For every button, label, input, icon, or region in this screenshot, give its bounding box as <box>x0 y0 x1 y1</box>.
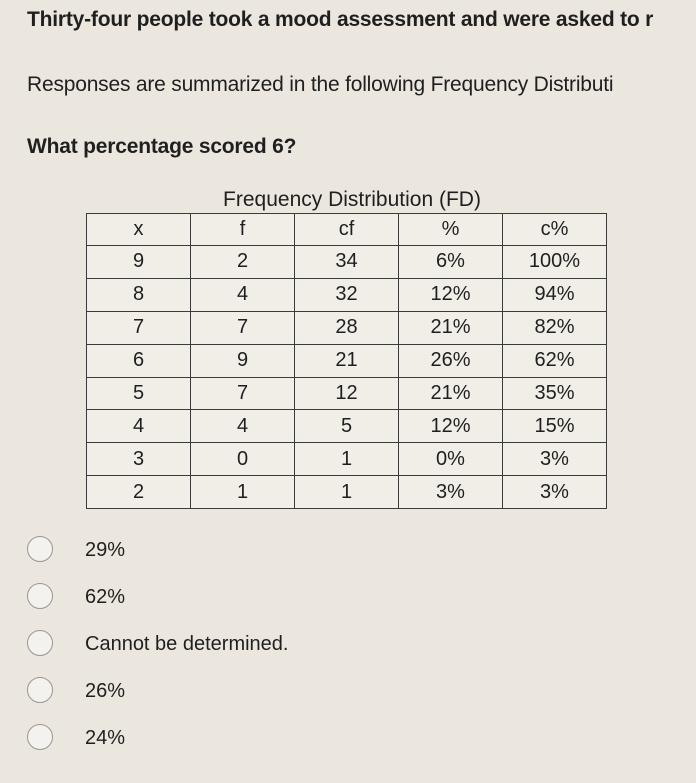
cell-x: 5 <box>87 377 191 410</box>
cell-cumulative-percent: 82% <box>503 311 607 344</box>
table-row <box>87 476 607 509</box>
radio-button[interactable] <box>27 677 53 703</box>
cell-cf: 21 <box>295 344 399 377</box>
cell-x: 3 <box>87 443 191 476</box>
cell-percent: 21% <box>399 311 503 344</box>
cell-cumulative-percent: 3% <box>503 476 607 509</box>
radio-button[interactable] <box>27 724 53 750</box>
cell-f: 1 <box>191 476 295 509</box>
cell-percent: 26% <box>399 344 503 377</box>
option-label[interactable]: Cannot be determined. <box>85 633 289 655</box>
table-header-row <box>87 214 607 246</box>
cell-cumulative-percent: 15% <box>503 410 607 443</box>
option-label[interactable]: 24% <box>85 727 126 749</box>
header-cf: cf <box>295 214 399 246</box>
cell-cumulative-percent: 62% <box>503 344 607 377</box>
cell-x: 7 <box>87 311 191 344</box>
cell-x: 9 <box>87 246 191 279</box>
question-line-3: What percentage scored 6? <box>27 135 297 158</box>
cell-x: 4 <box>87 410 191 443</box>
cell-cf: 1 <box>295 443 399 476</box>
cell-cumulative-percent: 100% <box>503 246 607 279</box>
cell-cumulative-percent: 94% <box>503 278 607 311</box>
table-row <box>87 377 607 410</box>
cell-f: 7 <box>191 377 295 410</box>
question-line-2: Responses are summarized in the following Frequency Distributi <box>27 73 614 96</box>
cell-f: 4 <box>191 278 295 311</box>
cell-x: 2 <box>87 476 191 509</box>
radio-button[interactable] <box>27 536 53 562</box>
question-line-1: Thirty-four people took a mood assessment and were asked to r <box>27 8 654 31</box>
cell-f: 0 <box>191 443 295 476</box>
radio-button[interactable] <box>27 583 53 609</box>
cell-cf: 12 <box>295 377 399 410</box>
frequency-distribution-table <box>86 213 607 509</box>
header-cumulative-percent: c% <box>503 214 607 246</box>
cell-percent: 12% <box>399 278 503 311</box>
cell-f: 4 <box>191 410 295 443</box>
cell-percent: 6% <box>399 246 503 279</box>
table-row <box>87 410 607 443</box>
cell-percent: 3% <box>399 476 503 509</box>
table-row <box>87 246 607 279</box>
cell-x: 8 <box>87 278 191 311</box>
cell-cumulative-percent: 35% <box>503 377 607 410</box>
table-row <box>87 278 607 311</box>
cell-cf: 1 <box>295 476 399 509</box>
radio-button[interactable] <box>27 630 53 656</box>
table-row <box>87 443 607 476</box>
cell-percent: 0% <box>399 443 503 476</box>
option-label[interactable]: 62% <box>85 586 126 608</box>
header-percent: % <box>399 214 503 246</box>
header-x: x <box>87 214 191 246</box>
table-title: Frequency Distribution (FD) <box>223 188 481 211</box>
cell-x: 6 <box>87 344 191 377</box>
cell-f: 2 <box>191 246 295 279</box>
cell-percent: 12% <box>399 410 503 443</box>
cell-percent: 21% <box>399 377 503 410</box>
cell-f: 7 <box>191 311 295 344</box>
cell-f: 9 <box>191 344 295 377</box>
cell-cf: 28 <box>295 311 399 344</box>
table-row <box>87 344 607 377</box>
cell-cumulative-percent: 3% <box>503 443 607 476</box>
header-f: f <box>191 214 295 246</box>
cell-cf: 5 <box>295 410 399 443</box>
cell-cf: 34 <box>295 246 399 279</box>
cell-cf: 32 <box>295 278 399 311</box>
table-row <box>87 311 607 344</box>
option-label[interactable]: 29% <box>85 539 126 561</box>
option-label[interactable]: 26% <box>85 680 126 702</box>
